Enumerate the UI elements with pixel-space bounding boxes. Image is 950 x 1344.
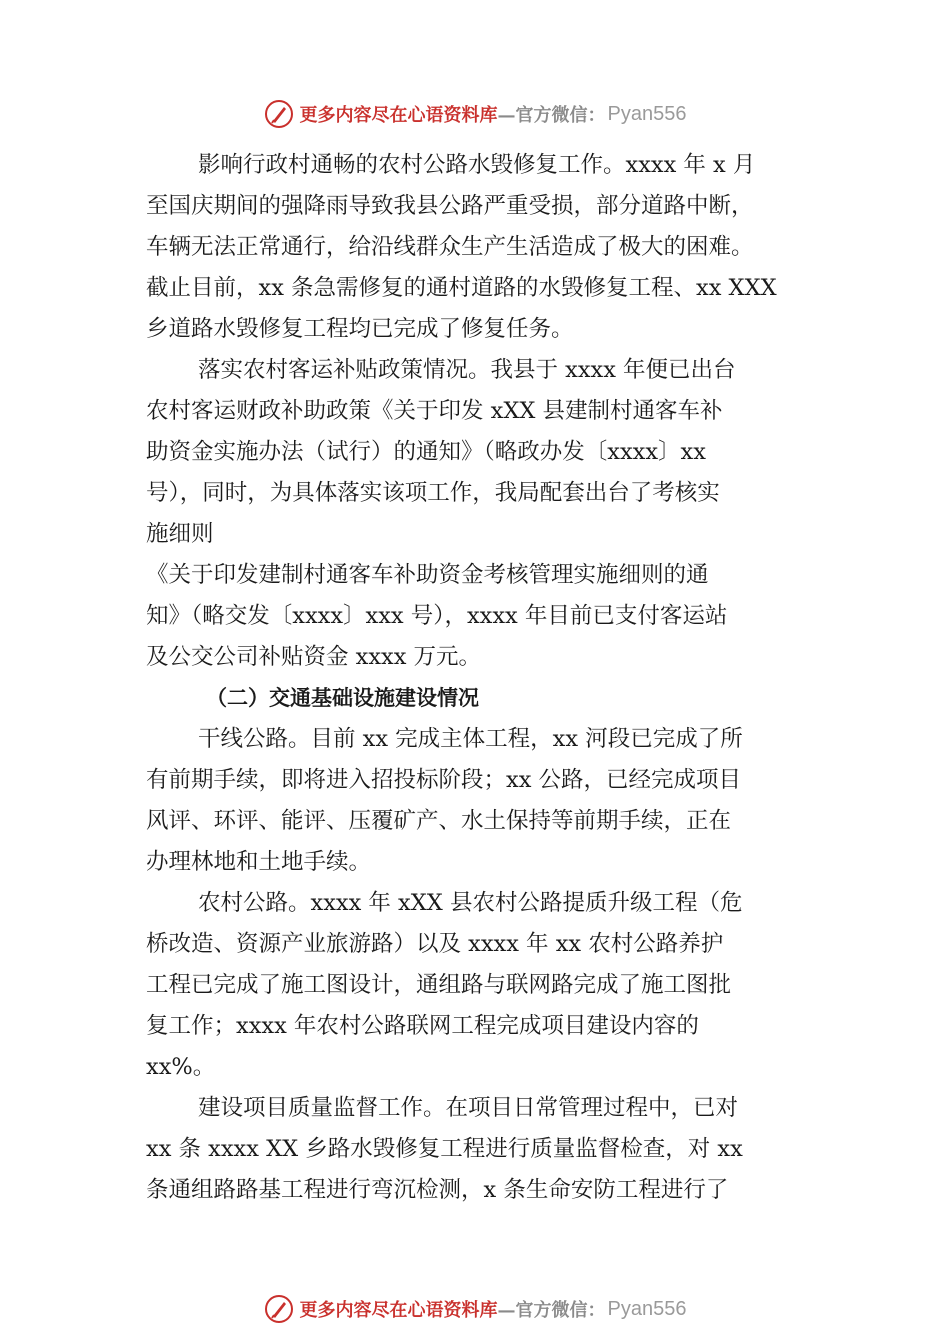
banner-wechat-id: Pyan556 bbox=[607, 102, 687, 125]
text-line: 车辆无法正常通行，给沿线群众生产生活造成了极大的困难。 bbox=[146, 234, 754, 260]
quill-logo-icon bbox=[264, 1294, 294, 1324]
text-line: 《关于印发建制村通客车补助资金考核管理实施细则的通 bbox=[146, 562, 709, 588]
text-line: 工程已完成了施工图设计，通组路与联网路完成了施工图批 bbox=[146, 972, 732, 998]
banner-wechat-id: Pyan556 bbox=[607, 1297, 687, 1320]
text-line: 办理林地和土地手续。 bbox=[146, 849, 372, 875]
text-line: 风评、环评、能评、压覆矿产、水土保持等前期手续，正在 bbox=[146, 808, 732, 834]
text-line: 复工作；xxxx 年农村公路联网工程完成项目建设内容的 bbox=[146, 1013, 699, 1039]
text-line: 桥改造、资源产业旅游路）以及 xxxx 年 xx 农村公路养护 bbox=[146, 931, 724, 957]
text-line: 条通组路路基工程进行弯沉检测，x 条生命安防工程进行了 bbox=[146, 1177, 729, 1203]
banner-red-text: 更多内容尽在心语资料库 bbox=[299, 105, 498, 126]
text-line: 落实农村客运补贴政策情况。我县于 xxxx 年便已出台 bbox=[198, 357, 736, 383]
banner-grey-text: —官方微信： bbox=[497, 105, 606, 126]
quill-logo-icon bbox=[264, 99, 294, 129]
banner-grey-text: —官方微信： bbox=[497, 1300, 606, 1321]
text-line: 农村公路。xxxx 年 xXX 县农村公路提质升级工程（危 bbox=[198, 890, 743, 916]
footer-watermark-banner bbox=[0, 1289, 950, 1329]
section-heading: （二）交通基础设施建设情况 bbox=[206, 685, 479, 710]
text-line: 影响行政村通畅的农村公路水毁修复工作。xxxx 年 x 月 bbox=[198, 152, 756, 178]
text-line: 乡道路水毁修复工程均已完成了修复任务。 bbox=[146, 316, 574, 342]
banner-red-text: 更多内容尽在心语资料库 bbox=[299, 1300, 498, 1321]
text-line: xx 条 xxxx XX 乡路水毁修复工程进行质量监督检查，对 xx bbox=[146, 1136, 743, 1162]
text-line: 及公交公司补贴资金 xxxx 万元。 bbox=[146, 644, 482, 670]
text-line: xx%。 bbox=[146, 1054, 216, 1080]
text-line: 干线公路。目前 xx 完成主体工程，xx 河段已完成了所 bbox=[198, 726, 743, 752]
text-line: 助资金实施办法（试行）的通知》（略政办发〔xxxx〕xx bbox=[146, 439, 706, 465]
header-watermark-banner bbox=[0, 94, 950, 134]
text-line: 施细则 bbox=[146, 521, 214, 547]
text-line: 至国庆期间的强降雨导致我县公路严重受损，部分道路中断， bbox=[146, 193, 754, 219]
text-line: 农村客运财政补助政策《关于印发 xXX 县建制村通客车补 bbox=[146, 398, 723, 424]
text-line: 知》（略交发〔xxxx〕xxx 号），xxxx 年目前已支付客运站 bbox=[146, 603, 728, 629]
text-line: 号），同时，为具体落实该项工作，我局配套出台了考核实 bbox=[146, 480, 720, 506]
text-line: 建设项目质量监督工作。在项目日常管理过程中，已对 bbox=[198, 1095, 739, 1121]
text-line: 截止目前，xx 条急需修复的通村道路的水毁修复工程、xx XXX bbox=[146, 275, 777, 301]
text-line: 有前期手续，即将进入招投标阶段；xx 公路，已经完成项目 bbox=[146, 767, 742, 793]
